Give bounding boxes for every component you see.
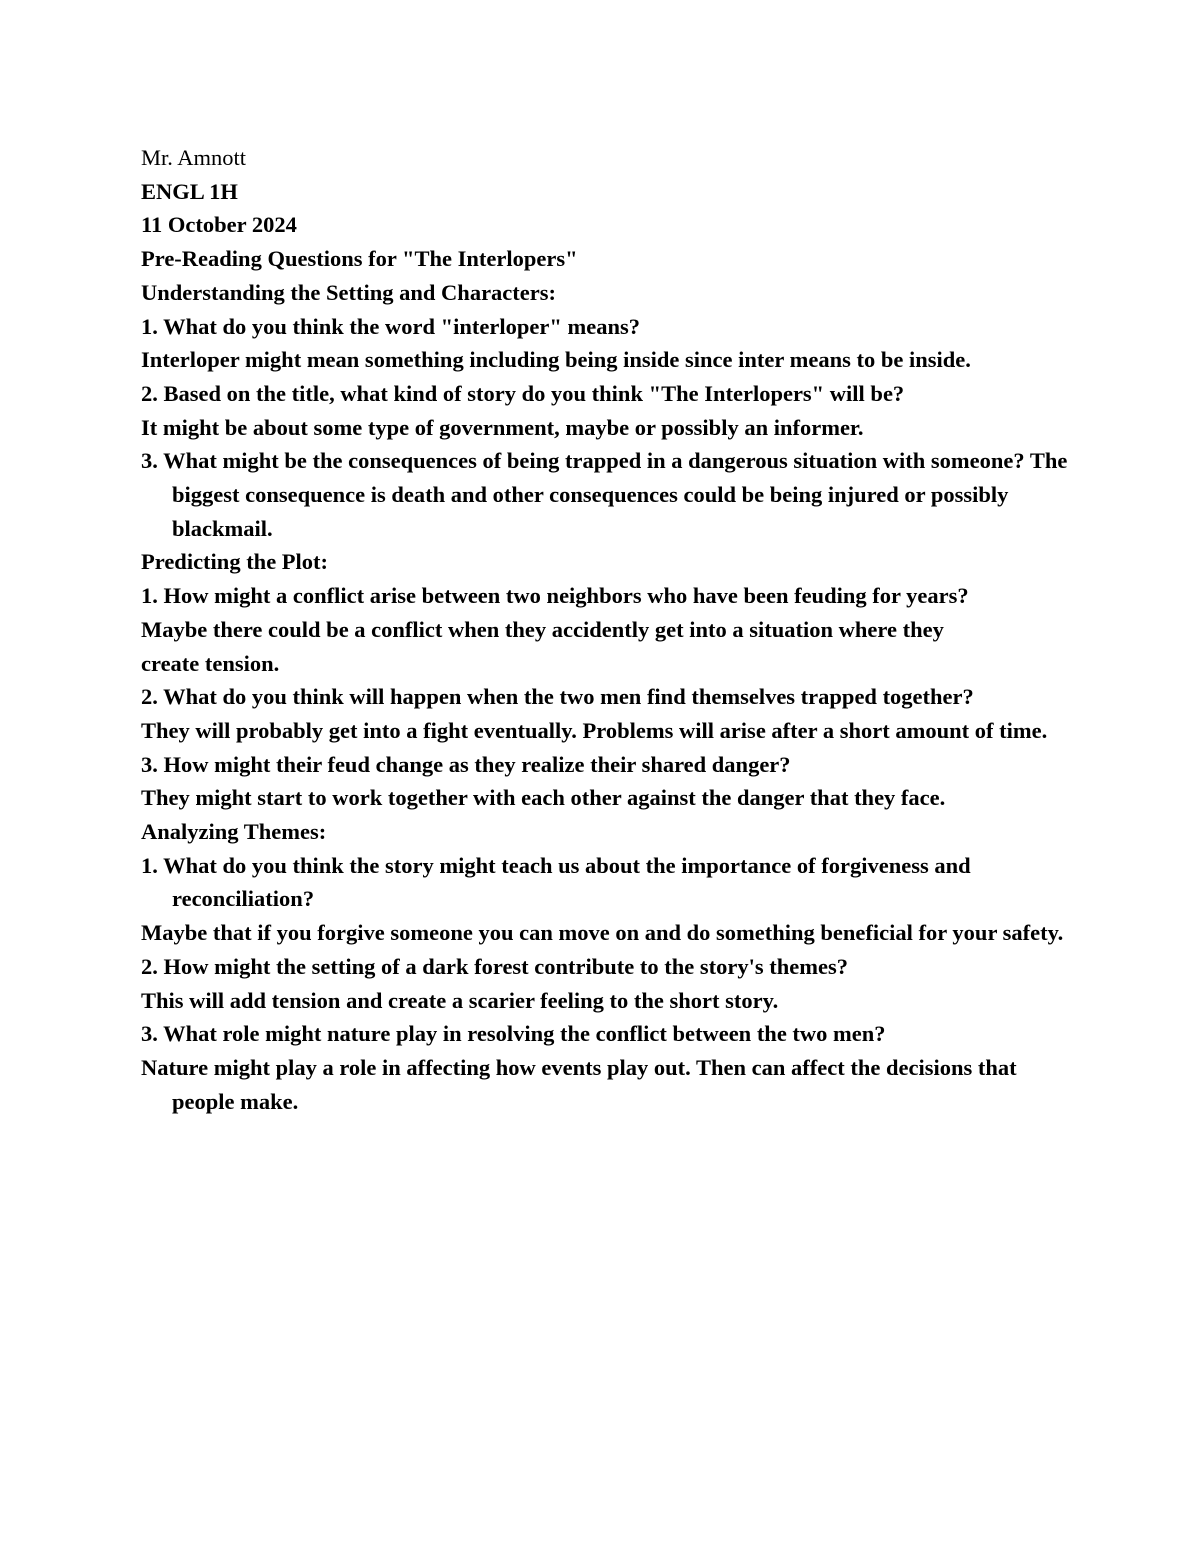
question-setting-3: 3. What might be the consequences of being trapped in a dangerous situation with someone? The biggest consequence is death and other consequences could be being injured or possibly blackmail. (141, 448, 1068, 541)
course-name: ENGL 1H (141, 178, 238, 204)
answer-setting-1: Interloper might mean something including being inside since inter means to be inside. (141, 347, 971, 373)
question-setting-2: 2. Based on the title, what kind of story do you think "The Interlopers" will be? (141, 380, 905, 406)
question-setting-1: 1. What do you think the word "interloper" means? (141, 313, 640, 339)
answer-plot-2: They will probably get into a fight eventually. Problems will arise after a short amount of time. (141, 717, 1048, 743)
answer-plot-3: They might start to work together with each other against the danger that they face. (141, 785, 946, 811)
question-themes-3: 3. What role might nature play in resolving the conflict between the two men? (141, 1021, 886, 1047)
document-date: 11 October 2024 (141, 212, 297, 238)
section-heading-setting: Understanding the Setting and Characters: (141, 279, 557, 305)
answer-setting-2: It might be about some type of government, maybe or possibly an informer. (141, 414, 864, 440)
answer-themes-1: Maybe that if you forgive someone you can move on and do something beneficial for your safety. (141, 920, 1064, 946)
document-body (141, 141, 1071, 1118)
question-plot-3: 3. How might their feud change as they realize their shared danger? (141, 751, 791, 777)
answer-themes-2: This will add tension and create a scarier feeling to the short story. (141, 987, 779, 1013)
answer-plot-1-line-2: create tension. (141, 650, 280, 676)
question-themes-2: 2. How might the setting of a dark forest contribute to the story's themes? (141, 953, 848, 979)
question-themes-1: 1. What do you think the story might teach us about the importance of forgiveness and reconciliation? (141, 852, 971, 912)
answer-plot-1-line-1: Maybe there could be a conflict when they accidently get into a situation where they (141, 616, 944, 642)
teacher-name: Mr. Amnott (141, 145, 247, 170)
section-heading-plot: Predicting the Plot: (141, 549, 329, 575)
document-title: Pre-Reading Questions for "The Interlopers" (141, 246, 578, 272)
question-plot-1: 1. How might a conflict arise between two neighbors who have been feuding for years? (141, 583, 969, 609)
answer-themes-3: Nature might play a role in affecting how events play out. Then can affect the decisions that people make. (141, 1054, 1017, 1114)
section-heading-themes: Analyzing Themes: (141, 819, 327, 845)
question-plot-2: 2. What do you think will happen when the two men find themselves trapped together? (141, 684, 974, 710)
